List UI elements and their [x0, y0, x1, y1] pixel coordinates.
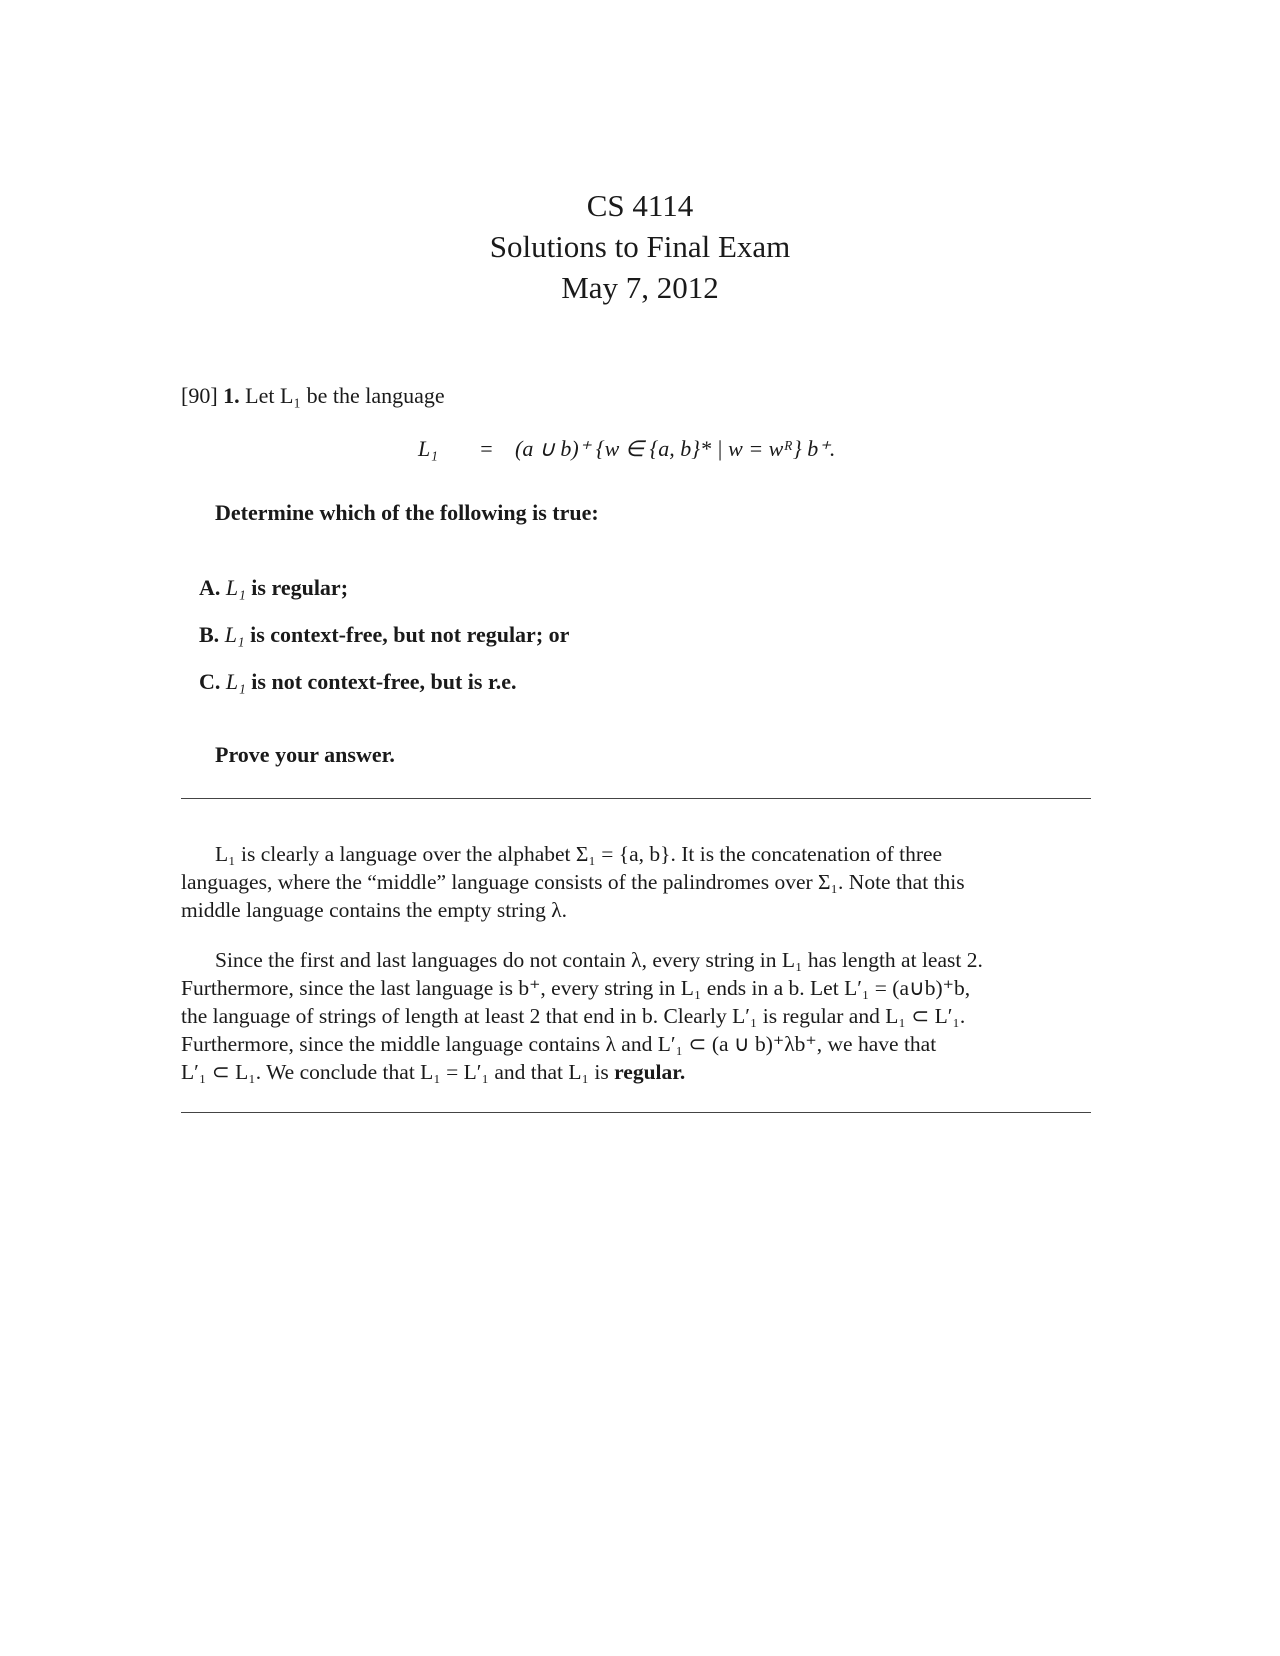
conclusion-answer: regular. — [614, 1060, 686, 1084]
option-math: L₁ — [225, 669, 246, 694]
course-title: CS 4114 — [586, 188, 694, 223]
text-line: Furthermore, since the middle language contains λ and L′₁ ⊂ (a ∪ b)⁺λb⁺, we have that — [181, 1032, 937, 1056]
text-line: middle language contains the empty string λ. — [181, 898, 567, 922]
equation-rhs: (a ∪ b)⁺ {w ∈ {a, b}* | w = wᴿ} b⁺. — [515, 436, 836, 461]
conclusion-line — [181, 1058, 1091, 1086]
exam-date: May 7, 2012 — [561, 270, 719, 305]
option-text: is not context-free, but is r.e. — [251, 669, 517, 694]
option-label: A. — [199, 575, 221, 600]
option-text: is regular; — [251, 575, 349, 600]
document-title: Solutions to Final Exam — [489, 229, 791, 264]
equation-equals: = — [480, 436, 493, 461]
instruction-text: Determine which of the following is true: — [215, 500, 599, 525]
option-a — [199, 575, 348, 601]
option-label: C. — [199, 669, 221, 694]
text-line: Since the first and last languages do not contain λ, every string in L₁ has length at least 2. — [215, 948, 983, 972]
title-block — [0, 185, 1280, 308]
problem-intro: Let L₁ be the language — [245, 383, 445, 408]
divider-bottom — [181, 1112, 1091, 1113]
text-line: languages, where the “middle” language consists of the palindromes over Σ₁. Note that this — [181, 870, 965, 894]
option-math: L₁ — [224, 622, 245, 647]
text-line: the language of strings of length at least 2 that end in b. Clearly L′₁ is regular and L₁ ⊂ L′₁. — [181, 1004, 966, 1028]
problem-heading — [181, 383, 445, 409]
language-definition-equation — [418, 436, 835, 462]
option-b — [199, 622, 569, 648]
option-label: B. — [199, 622, 220, 647]
divider-top — [181, 798, 1091, 799]
prove-instruction: Prove your answer. — [215, 742, 395, 767]
problem-points: [90] — [181, 383, 218, 408]
option-text: is context-free, but not regular; or — [250, 622, 570, 647]
text-line: Furthermore, since the last language is b⁺, every string in L₁ ends in a b. Let L′₁ = (a∪b)⁺b, — [181, 976, 971, 1000]
option-math: L₁ — [225, 575, 246, 600]
conclusion-text: L′₁ ⊂ L₁. We conclude that L₁ = L′₁ and that L₁ is — [181, 1060, 609, 1084]
text-line: L₁ is clearly a language over the alphabet Σ₁ = {a, b}. It is the concatenation of three — [215, 842, 943, 866]
solution-paragraph-1 — [181, 840, 1091, 924]
problem-number: 1. — [223, 383, 240, 408]
option-c — [199, 669, 516, 695]
solution-paragraph-2 — [181, 946, 1091, 1086]
equation-lhs: L₁ — [418, 436, 438, 461]
